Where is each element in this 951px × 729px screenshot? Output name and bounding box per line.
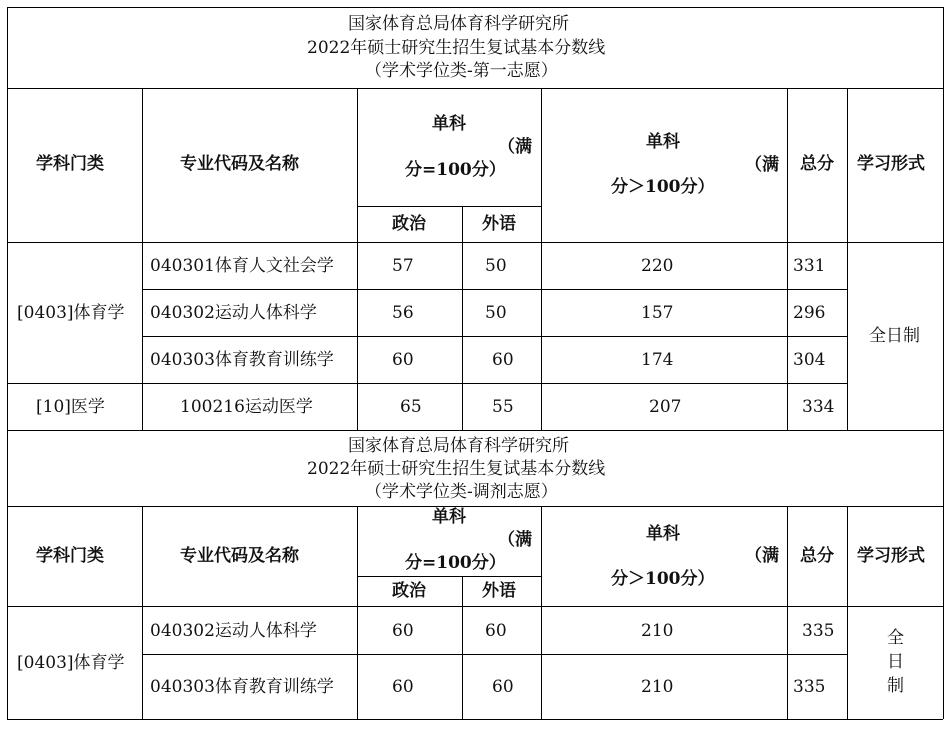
table-row-total: 334: [802, 397, 835, 417]
table-row-single-b: 207: [649, 397, 682, 417]
table-row-politics: 56: [392, 303, 414, 323]
header-single-b-3: 分＞100分）: [611, 569, 715, 589]
table-row-single-b: 157: [641, 303, 674, 323]
header-total: 总分: [800, 546, 834, 566]
table-row-major: 040303体育教育训练学: [150, 350, 334, 370]
table-title-line-1: 国家体育总局体育科学研究所: [348, 436, 569, 456]
header-politics: 政治: [392, 214, 426, 234]
table-row-total: 335: [802, 621, 835, 641]
table-title-line-2: 2022年硕士研究生招生复试基本分数线: [307, 38, 606, 58]
header-discipline: 学科门类: [36, 546, 104, 566]
header-discipline: 学科门类: [36, 154, 104, 174]
discipline-medicine: [10]医学: [36, 397, 105, 417]
table-row-major: 040301体育人文社会学: [150, 256, 334, 276]
table-row-total: 304: [793, 350, 826, 370]
header-foreign: 外语: [482, 214, 516, 234]
header-single-b-2: （满: [745, 546, 779, 566]
table-row-single-b: 210: [641, 621, 674, 641]
header-single-b-2: （满: [745, 155, 779, 175]
header-major: 专业代码及名称: [180, 154, 299, 174]
header-mode: 学习形式: [857, 546, 925, 566]
header-single-a-2: （满: [498, 137, 532, 157]
header-foreign: 外语: [482, 581, 516, 601]
study-mode-char: 制: [887, 676, 904, 696]
header-single-b-1: 单科: [646, 132, 680, 152]
table-title-line-3: （学术学位类-调剂志愿）: [365, 482, 558, 502]
header-single-a-1: 单科: [432, 114, 466, 134]
table-row-foreign: 60: [485, 621, 507, 641]
table-row-politics: 65: [400, 397, 422, 417]
table-row-foreign: 55: [492, 397, 514, 417]
discipline-sports: [0403]体育学: [17, 303, 125, 323]
table-row-foreign: 50: [485, 303, 507, 323]
table-row-foreign: 60: [492, 350, 514, 370]
study-mode-char: 日: [887, 652, 904, 672]
header-mode: 学习形式: [857, 154, 925, 174]
header-single-b-1: 单科: [646, 524, 680, 544]
header-major: 专业代码及名称: [180, 546, 299, 566]
table-row-major: 040303体育教育训练学: [150, 677, 334, 697]
table-row-politics: 60: [392, 621, 414, 641]
table-row-politics: 60: [392, 350, 414, 370]
study-mode: 全日制: [869, 326, 920, 346]
table-row-total: 335: [793, 677, 826, 697]
header-politics: 政治: [392, 581, 426, 601]
header-single-a-3: 分=100分）: [405, 160, 506, 180]
table-row-single-b: 210: [641, 677, 674, 697]
table-row-major: 100216运动医学: [180, 397, 313, 417]
table-row-politics: 60: [392, 677, 414, 697]
header-total: 总分: [800, 154, 834, 174]
table-title-line-1: 国家体育总局体育科学研究所: [348, 14, 569, 34]
study-mode-char: 全: [887, 628, 904, 648]
table-row-foreign: 50: [485, 256, 507, 276]
table-title-line-3: （学术学位类-第一志愿）: [365, 61, 558, 81]
table-row-total: 296: [793, 303, 826, 323]
table-row-major: 040302运动人体科学: [150, 621, 317, 641]
table-row-single-b: 220: [641, 256, 674, 276]
table-title-line-2: 2022年硕士研究生招生复试基本分数线: [307, 459, 606, 479]
header-single-a-2: （满: [498, 530, 532, 550]
header-single-a-1: 单科: [432, 507, 466, 527]
table-row-total: 331: [793, 256, 826, 276]
header-single-a-3: 分=100分）: [405, 553, 506, 573]
table-row-politics: 57: [392, 256, 414, 276]
table-row-single-b: 174: [641, 350, 674, 370]
table-row-foreign: 60: [492, 677, 514, 697]
discipline-sports: [0403]体育学: [17, 653, 125, 673]
header-single-b-3: 分＞100分）: [611, 177, 715, 197]
table-row-major: 040302运动人体科学: [150, 303, 317, 323]
